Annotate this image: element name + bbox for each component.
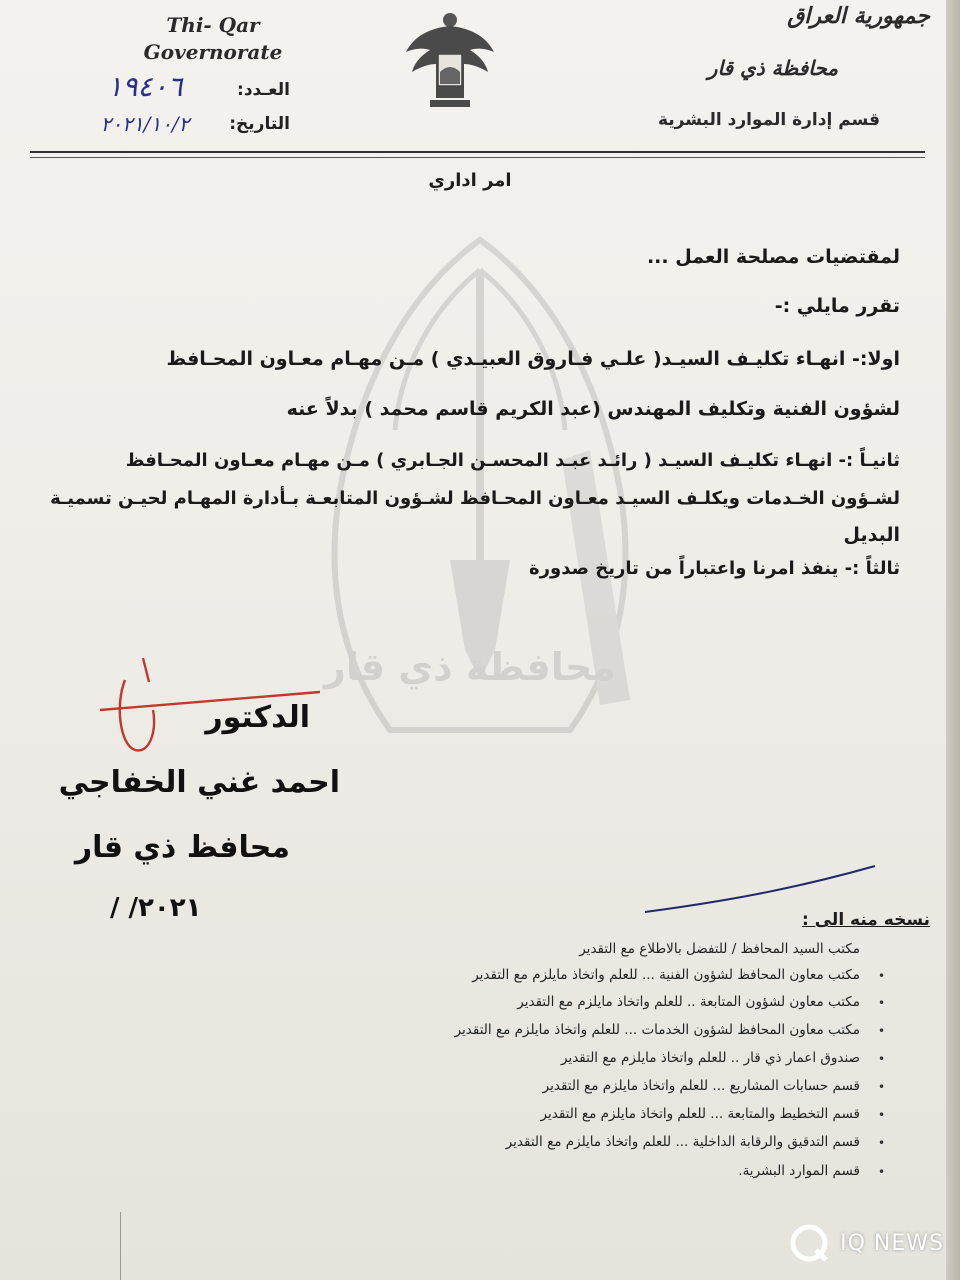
document-title: امر اداري: [428, 170, 512, 191]
order-line: اولا:- انهـاء تكليـف السيـد( علـي فـاروق العبيـدي ) مـن مهـام معـاون المحـافظ: [166, 348, 900, 370]
republic-of-iraq: جمهورية العراق: [787, 4, 930, 29]
date-value: ٢٠٢١/١٠/٢: [100, 112, 190, 136]
coat-of-arms-icon: [400, 6, 500, 114]
order-line: لشؤون الفنية وتكليف المهندس (عبد الكريم قاسم محمد ) بدلاً عنه: [286, 398, 900, 420]
governorate-english-name: Thi- Qar Governorate: [143, 13, 283, 64]
bullet: •: [878, 1136, 886, 1150]
watermark-emblem: [300, 230, 660, 790]
copy-recipient: مكتب معاون المحافظ لشؤون الخدمات ... للعلم واتخاذ مايلزم مع التقدير: [454, 1022, 860, 1038]
signature-title: الدكتور: [205, 700, 310, 735]
header-divider-thin: [30, 157, 925, 158]
copy-recipient: قسم التخطيط والمتابعة ... للعلم واتخاذ مايلزم مع التقدير: [540, 1106, 860, 1122]
brand-label: IQ NEWS: [840, 1230, 944, 1256]
bullet: •: [878, 1165, 886, 1179]
order-line: ثانيـاً :- انهـاء تكليـف السيـد ( رائـد عبـد المحسـن الجـابري ) مـن مهـام معـاون المحـافظ: [125, 450, 900, 471]
page-edge: [946, 0, 960, 1280]
bullet: •: [878, 1108, 886, 1122]
copy-recipient: صندوق اعمار ذي قار .. للعلم واتخاذ مايلزم مع التقدير: [561, 1050, 860, 1066]
signer-name: احمد غني الخفاجي: [58, 765, 340, 800]
bullet: •: [878, 996, 886, 1010]
copy-recipient: مكتب معاون المحافظ لشؤون الفنية ... للعلم واتخاذ مايلزم مع التقدير: [472, 967, 860, 983]
order-line: البديل: [843, 524, 900, 546]
bullet: •: [878, 1052, 886, 1066]
bullet: •: [878, 969, 886, 983]
brand-logo-icon: [786, 1220, 832, 1266]
governorate-arabic-name: محافظة ذي قار: [707, 56, 838, 80]
copy-recipient: مكتب معاون لشؤون المتابعة .. للعلم واتخاذ مايلزم مع التقدير: [517, 994, 860, 1010]
number-value: ١٩٤٠٦: [107, 70, 183, 103]
bullet: •: [878, 1024, 886, 1038]
bullet: •: [878, 1080, 886, 1094]
order-intro: لمقتضيات مصلحة العمل ...: [646, 246, 900, 268]
order-line: ثالثاً :- ينفذ امرنا واعتباراً من تاريخ صدورة: [529, 558, 900, 579]
copy-recipient: قسم الموارد البشرية.: [738, 1163, 860, 1179]
copies-heading: نسخه منه الى :: [802, 910, 930, 930]
department-name: قسم إدارة الموارد البشرية: [657, 110, 880, 130]
paper-fold: [120, 1212, 127, 1280]
watermark-text: محافظة ذي قار: [324, 645, 616, 689]
copy-recipient: مكتب السيد المحافظ / للتفضل بالاطلاع مع التقدير: [579, 941, 860, 957]
date-label: التاريخ:: [229, 114, 290, 134]
brand-watermark: [786, 1220, 944, 1266]
signature-date: / /٢٠٢١: [110, 893, 202, 923]
copy-recipient: قسم التدقيق والرقابة الداخلية ... للعلم واتخاذ مايلزم مع التقدير: [505, 1134, 860, 1150]
order-line: لشـؤون الخـدمات ويكلـف السيـد معـاون المحـافظ لشـؤون المتابعـة بـأدارة المهـام لحيـن تسميـة: [50, 488, 900, 509]
copy-recipient: قسم حسابات المشاريع ... للعلم واتخاذ مايلزم مع التقدير: [542, 1078, 860, 1094]
number-label: العـدد:: [237, 80, 290, 100]
order-decided: تقرر مايلي :-: [774, 295, 900, 317]
header-divider: [30, 151, 925, 153]
signer-position: محافظ ذي قار: [74, 830, 290, 865]
